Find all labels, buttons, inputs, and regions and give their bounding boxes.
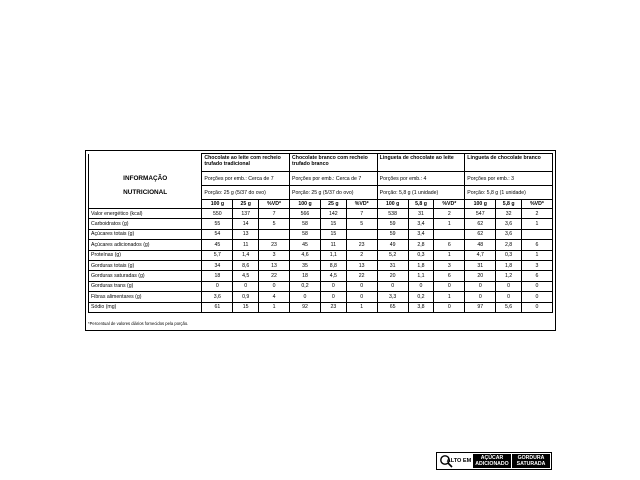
column-header: %VD* xyxy=(434,200,465,209)
nutrient-value: 62 xyxy=(465,219,496,229)
nutrient-value: 6 xyxy=(521,240,552,250)
nutrient-value: 20 xyxy=(465,271,496,281)
nutrient-value: 4,5 xyxy=(320,271,346,281)
nutrient-value: 142 xyxy=(320,209,346,219)
nutrient-value: 18 xyxy=(290,271,321,281)
table-row xyxy=(89,271,553,281)
nutrient-value: 1 xyxy=(521,250,552,260)
nutrient-value: 5 xyxy=(346,219,377,229)
nutrient-value xyxy=(521,229,552,239)
nutrient-value xyxy=(434,229,465,239)
nutrient-value: 0 xyxy=(434,281,465,291)
nutrient-value xyxy=(259,229,290,239)
product-name: Lingueta de chocolate branco xyxy=(465,154,553,172)
table-title: INFORMAÇÃO xyxy=(89,172,202,186)
product-serving: Porção: 5,8 g (1 unidade) xyxy=(377,186,465,200)
product-serving: Porção: 25 g (5/37 do ovo) xyxy=(290,186,378,200)
nutrient-value: 8,6 xyxy=(233,260,259,270)
nutrient-value: 0 xyxy=(259,281,290,291)
column-header: 25 g xyxy=(320,200,346,209)
nutrient-value: 31 xyxy=(408,209,434,219)
nutrient-value: 0 xyxy=(521,292,552,302)
column-headers xyxy=(89,200,553,209)
nutrient-value: 23 xyxy=(259,240,290,250)
nutrient-value: 0 xyxy=(320,281,346,291)
nutrient-value: 5,6 xyxy=(496,302,522,312)
nutrient-value: 15 xyxy=(320,219,346,229)
nutrient-value: 5 xyxy=(259,219,290,229)
product-name: Chocolate ao leite com recheio trufado tradicional xyxy=(202,154,290,172)
nutrient-value: 0,2 xyxy=(290,281,321,291)
nutrient-label: Valor energético (kcal) xyxy=(89,209,202,219)
product-portions: Porções por emb.: 4 xyxy=(377,172,465,186)
table-row xyxy=(89,260,553,270)
nutrient-value: 32 xyxy=(496,209,522,219)
nutrient-rows xyxy=(89,209,553,313)
column-header: 100 g xyxy=(202,200,233,209)
gordura-saturada-tag: GORDURA SATURADA xyxy=(512,454,550,468)
nutrient-value: 34 xyxy=(202,260,233,270)
table-row xyxy=(89,281,553,291)
nutrient-value: 1 xyxy=(434,292,465,302)
nutrient-value: 58 xyxy=(290,219,321,229)
nutrient-value: 547 xyxy=(465,209,496,219)
nutrient-label: Açúcares adicionados (g) xyxy=(89,240,202,250)
nutrient-value: 2 xyxy=(346,250,377,260)
nutrient-value: 22 xyxy=(259,271,290,281)
product-portions: Porções por emb.: Cerca de 7 xyxy=(290,172,378,186)
nutrient-value: 0 xyxy=(202,281,233,291)
nutrient-value: 4,7 xyxy=(465,250,496,260)
nutrient-value: 18 xyxy=(202,271,233,281)
nutrient-value: 0 xyxy=(346,292,377,302)
nutrient-value: 0,2 xyxy=(408,292,434,302)
nutrient-value: 5,7 xyxy=(202,250,233,260)
nutrient-value: 97 xyxy=(465,302,496,312)
product-name: Lingueta de chocolate ao leite xyxy=(377,154,465,172)
acucar-adicionado-tag: AÇÚCAR ADICIONADO xyxy=(473,454,511,468)
table-row xyxy=(89,229,553,239)
nutrient-value: 3,6 xyxy=(496,219,522,229)
nutrient-label: Gorduras saturadas (g) xyxy=(89,271,202,281)
column-header: 25 g xyxy=(233,200,259,209)
nutrient-value: 0 xyxy=(320,292,346,302)
nutrient-value: 45 xyxy=(290,240,321,250)
product-portions: Porções por emb.: 3 xyxy=(465,172,553,186)
nutrient-value: 0 xyxy=(465,281,496,291)
nutrient-value: 20 xyxy=(377,271,408,281)
nutrient-value: 0 xyxy=(465,292,496,302)
nutrient-value: 4,5 xyxy=(233,271,259,281)
nutrient-value: 1,2 xyxy=(496,271,522,281)
nutrient-value: 7 xyxy=(259,209,290,219)
nutrient-value: 23 xyxy=(346,240,377,250)
nutrient-value: 13 xyxy=(233,229,259,239)
nutrient-value: 6 xyxy=(434,271,465,281)
nutrient-label: Açúcares totais (g) xyxy=(89,229,202,239)
nutrient-value: 15 xyxy=(233,302,259,312)
nutrient-value: 5,2 xyxy=(377,250,408,260)
nutrient-value: 0,3 xyxy=(408,250,434,260)
nutrition-facts-panel xyxy=(85,150,556,331)
nutrient-value: 566 xyxy=(290,209,321,219)
nutrient-value: 65 xyxy=(377,302,408,312)
nutrient-value: 0,3 xyxy=(496,250,522,260)
nutrient-value: 550 xyxy=(202,209,233,219)
nutrient-value: 6 xyxy=(521,271,552,281)
product-serving: Porção: 5,8 g (1 unidade) xyxy=(465,186,553,200)
column-header: %VD* xyxy=(521,200,552,209)
nutrient-label: Gorduras totais (g) xyxy=(89,260,202,270)
nutrient-value: 31 xyxy=(465,260,496,270)
alto-em-text: ALTO EM xyxy=(446,458,472,464)
column-header: 100 g xyxy=(290,200,321,209)
nutrient-value: 6 xyxy=(434,240,465,250)
nutrient-value: 4 xyxy=(259,292,290,302)
table-row xyxy=(89,250,553,260)
nutrient-value: 7 xyxy=(346,209,377,219)
nutrient-value: 2,8 xyxy=(496,240,522,250)
table-row xyxy=(89,219,553,229)
nutrient-value: 3,8 xyxy=(408,302,434,312)
nutrient-value: 3,4 xyxy=(408,219,434,229)
nutrient-value: 3 xyxy=(521,260,552,270)
table-row xyxy=(89,302,553,312)
nutrient-value: 2,8 xyxy=(408,240,434,250)
nutrient-value: 1,8 xyxy=(496,260,522,270)
table-corner xyxy=(89,154,202,172)
nutrient-value: 4,6 xyxy=(290,250,321,260)
nutrient-value: 137 xyxy=(233,209,259,219)
table-row xyxy=(89,292,553,302)
nutrient-value: 1,4 xyxy=(233,250,259,260)
nutrient-value: 0 xyxy=(408,281,434,291)
nutrient-value: 0 xyxy=(233,281,259,291)
nutrient-value: 0 xyxy=(377,281,408,291)
nutrient-label: Sódio (mg) xyxy=(89,302,202,312)
nutrient-value: 54 xyxy=(202,229,233,239)
nutrient-value: 0 xyxy=(290,292,321,302)
nutrient-value: 45 xyxy=(202,240,233,250)
nutrient-value: 15 xyxy=(320,229,346,239)
column-header: %VD* xyxy=(259,200,290,209)
footnote: *Percentual de valores diários fornecidos pela porção. xyxy=(88,321,189,326)
nutrient-value: 13 xyxy=(346,260,377,270)
nutrient-value: 22 xyxy=(346,271,377,281)
alto-em-badge xyxy=(437,453,473,469)
nutrient-value: 0 xyxy=(346,281,377,291)
front-warning-label xyxy=(436,452,552,470)
nutrient-value: 0,9 xyxy=(233,292,259,302)
nutrient-value: 13 xyxy=(259,260,290,270)
nutrient-value: 1 xyxy=(434,250,465,260)
nutrient-value: 2 xyxy=(521,209,552,219)
nutrient-label: Fibras alimentares (g) xyxy=(89,292,202,302)
column-header: 100 g xyxy=(377,200,408,209)
nutrient-value: 3 xyxy=(259,250,290,260)
nutrient-value: 92 xyxy=(290,302,321,312)
nutrient-value: 0 xyxy=(521,302,552,312)
nutrition-table xyxy=(88,153,553,313)
nutrient-value: 59 xyxy=(377,229,408,239)
nutrient-value: 31 xyxy=(377,260,408,270)
column-header: 100 g xyxy=(465,200,496,209)
nutrient-value: 62 xyxy=(465,229,496,239)
nutrient-label: Carboidratos (g) xyxy=(89,219,202,229)
nutrient-value: 538 xyxy=(377,209,408,219)
nutrient-value: 58 xyxy=(290,229,321,239)
nutrient-value: 35 xyxy=(290,260,321,270)
table-corner xyxy=(89,200,202,209)
column-header: 5,8 g xyxy=(408,200,434,209)
nutrient-value: 3 xyxy=(434,260,465,270)
table-row xyxy=(89,209,553,219)
column-header: 5,8 g xyxy=(496,200,522,209)
nutrient-label: Proteínas (g) xyxy=(89,250,202,260)
nutrient-value: 0 xyxy=(496,281,522,291)
nutrient-value: 59 xyxy=(377,219,408,229)
nutrient-value: 55 xyxy=(202,219,233,229)
nutrient-value: 3,3 xyxy=(377,292,408,302)
nutrient-value: 11 xyxy=(233,240,259,250)
nutrient-value: 1 xyxy=(346,302,377,312)
nutrient-value: 1,1 xyxy=(408,271,434,281)
nutrient-value: 48 xyxy=(465,240,496,250)
nutrient-value: 1 xyxy=(521,219,552,229)
nutrient-value: 2 xyxy=(434,209,465,219)
nutrient-value: 0 xyxy=(434,302,465,312)
nutrient-value: 0 xyxy=(496,292,522,302)
nutrient-label: Gorduras trans (g) xyxy=(89,281,202,291)
nutrient-value: 11 xyxy=(320,240,346,250)
product-name: Chocolate branco com recheio trufado branco xyxy=(290,154,378,172)
nutrient-value: 3,4 xyxy=(408,229,434,239)
table-row xyxy=(89,240,553,250)
nutrient-value: 23 xyxy=(320,302,346,312)
nutrient-value: 49 xyxy=(377,240,408,250)
column-header: %VD* xyxy=(346,200,377,209)
nutrient-value xyxy=(346,229,377,239)
nutrient-value: 1 xyxy=(434,219,465,229)
nutrient-value: 1 xyxy=(259,302,290,312)
nutrient-value: 3,6 xyxy=(496,229,522,239)
product-serving: Porção: 25 g (5/37 do ovo) xyxy=(202,186,290,200)
nutrient-value: 1,8 xyxy=(408,260,434,270)
nutrient-value: 0 xyxy=(521,281,552,291)
nutrient-value: 3,6 xyxy=(202,292,233,302)
nutrient-value: 1,1 xyxy=(320,250,346,260)
product-portions: Porções por emb.: Cerca de 7 xyxy=(202,172,290,186)
table-title: NUTRICIONAL xyxy=(89,186,202,200)
nutrient-value: 61 xyxy=(202,302,233,312)
nutrient-value: 8,8 xyxy=(320,260,346,270)
nutrient-value: 14 xyxy=(233,219,259,229)
